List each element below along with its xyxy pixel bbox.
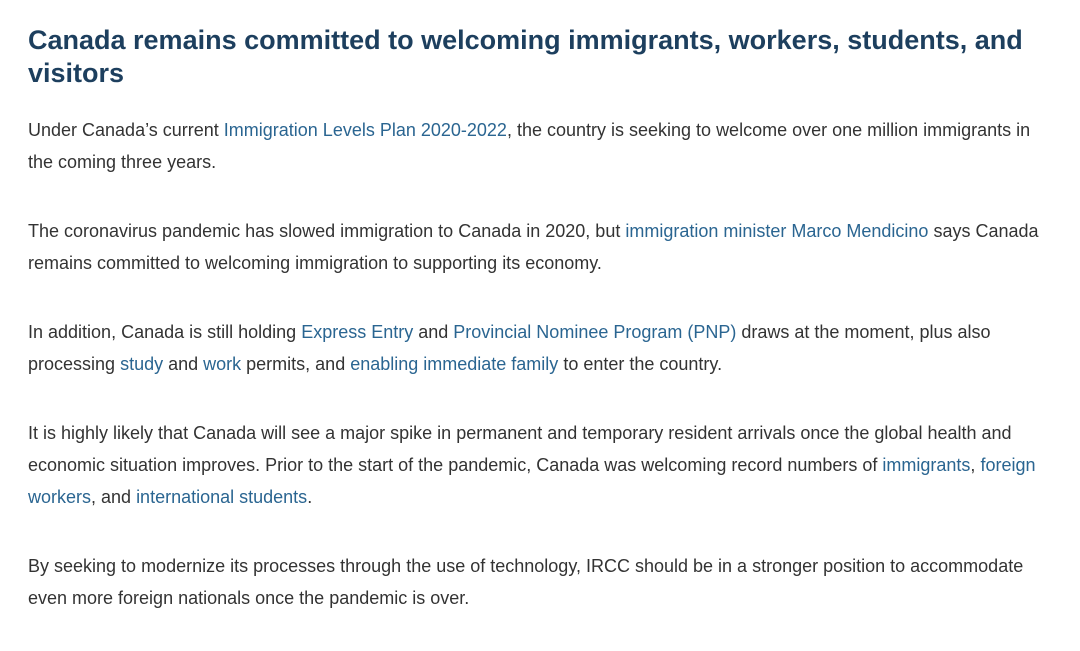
text: to enter the country. xyxy=(558,354,723,374)
text: By seeking to modernize its processes through the use of technology, IRCC should be in a stronger position to accommodate even more foreign nationals once the pandemic is over. xyxy=(28,556,1024,608)
paragraph-spike xyxy=(28,417,1058,513)
text: draws at the moment, plus also processing xyxy=(28,322,991,374)
text: , and xyxy=(91,487,137,507)
link-enabling-immediate-family[interactable]: enabling immediate family xyxy=(350,354,559,374)
paragraph-draws xyxy=(28,316,1058,380)
text: , the country is seeking to welcome over one million immigrants in the coming three years. xyxy=(28,120,1031,172)
text: It is highly likely that Canada will see a major spike in permanent and temporary resident arrivals once the global health and economic situation improves. Prior to the start of the pandemic, Canada was welcoming record numbers of xyxy=(28,423,1012,475)
link-pnp[interactable]: Provincial Nominee Program (PNP) xyxy=(453,322,737,342)
text: In addition, Canada is still holding xyxy=(28,322,302,342)
text: The coronavirus pandemic has slowed immigration to Canada in 2020, but xyxy=(28,221,626,241)
paragraph-pandemic xyxy=(28,215,1058,279)
link-immigration-minister[interactable]: immigration minister Marco Mendicino xyxy=(625,221,929,241)
text: Under Canada’s current xyxy=(28,120,224,140)
text: , xyxy=(970,455,981,475)
link-immigrants[interactable]: immigrants xyxy=(882,455,971,475)
text: and xyxy=(413,322,454,342)
text: permits, and xyxy=(241,354,351,374)
paragraph-levels-plan xyxy=(28,114,1058,178)
text: . xyxy=(307,487,313,507)
article-heading: Canada remains committed to welcoming immigrants, workers, students, and visitors xyxy=(28,25,1023,88)
link-work[interactable]: work xyxy=(203,354,242,374)
link-express-entry[interactable]: Express Entry xyxy=(301,322,414,342)
text: says Canada remains committed to welcoming immigration to supporting its economy. xyxy=(28,221,1039,273)
text: and xyxy=(163,354,204,374)
link-study[interactable]: study xyxy=(120,354,164,374)
article xyxy=(28,24,1058,651)
paragraph-modernize xyxy=(28,550,1058,614)
link-foreign-workers[interactable]: foreign workers xyxy=(28,455,1036,507)
link-immigration-levels-plan[interactable]: Immigration Levels Plan 2020-2022 xyxy=(223,120,507,140)
link-international-students[interactable]: international students xyxy=(136,487,308,507)
